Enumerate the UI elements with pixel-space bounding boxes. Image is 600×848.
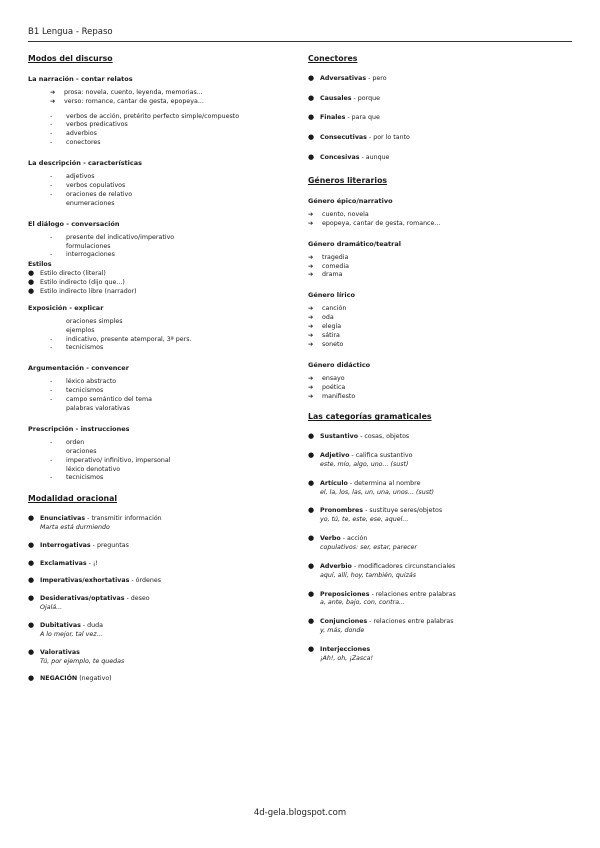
bullet-icon: ● <box>28 558 35 567</box>
list-item: ● Dubitativas - duda A lo mejor, tal vez... <box>28 621 104 638</box>
dash-icon: - <box>50 474 53 482</box>
list-item: - adverbios <box>50 130 97 138</box>
list-item: - imperativo/ infinitivo, impersonal <box>50 456 171 464</box>
dash-icon: - <box>50 130 53 138</box>
argumentacion-heading: Argumentación - convencer <box>28 364 129 373</box>
bullet-icon: ● <box>28 269 35 278</box>
dash-icon: - <box>50 139 53 147</box>
exposicion-heading: Exposición - explicar <box>28 303 104 312</box>
lirico-section <box>308 291 570 348</box>
arrow-icon: ➔ <box>308 253 314 261</box>
list-item: ● Enunciativas - transmitir información Marta está durmiendo <box>28 514 162 531</box>
bullet-icon: ● <box>28 540 35 549</box>
list-item: ➔ sátira <box>308 332 340 340</box>
dash-icon: - <box>50 173 53 181</box>
dash-icon: - <box>50 251 53 259</box>
list-item: ➔ comedia <box>308 262 349 270</box>
list-item: - verbos copulativos <box>50 182 126 189</box>
conectores-title: Conectores <box>308 54 358 63</box>
didactico-section <box>308 361 570 401</box>
arrow-icon: ➔ <box>308 332 314 340</box>
list-item: oraciones <box>66 447 97 455</box>
bullet-icon: ● <box>308 589 315 598</box>
dash-icon: - <box>50 378 53 386</box>
list-item: ejemplos <box>66 326 95 334</box>
list-item: - interrogaciones <box>50 251 115 259</box>
arrow-icon: ➔ <box>308 219 314 227</box>
bullet-icon: ● <box>28 576 35 585</box>
dash-icon: - <box>50 112 53 120</box>
list-item: formulaciones <box>66 242 111 250</box>
bullet-icon: ● <box>308 133 315 142</box>
list-item: ● Interrogativas - preguntas <box>28 540 129 549</box>
bullet-icon: ● <box>308 93 315 102</box>
arrow-icon: ➔ <box>308 271 314 279</box>
list-item: - verbos de acción, pretérito perfecto simple/compuesto <box>50 112 240 120</box>
list-item: ➔ poética <box>308 383 346 391</box>
list-item: ● Preposiciones - relaciones entre palabras a, ante, bajo, con, contra... <box>308 589 456 607</box>
list-item: ➔ soneto <box>308 340 344 348</box>
dramatico-section <box>308 240 570 280</box>
dash-icon: - <box>50 456 53 464</box>
list-item: ● Consecutivas - por lo tanto <box>308 133 410 142</box>
argumentacion-section <box>28 364 290 413</box>
dash-icon: - <box>50 396 53 404</box>
bullet-icon: ● <box>308 534 315 543</box>
footer <box>0 808 600 819</box>
arrow-icon: ➔ <box>50 97 56 105</box>
bullet-icon: ● <box>28 647 35 656</box>
list-item: ● Estilo indirecto libre (narrador) <box>28 286 137 295</box>
list-item: ● Artículo - determina al nombre el, la, los, las, un, una, unos... (sust) <box>308 478 434 496</box>
list-item: ● Finales - para que <box>308 113 380 122</box>
categorias-list <box>308 433 570 663</box>
list-item: - presente del indicativo/imperativo <box>50 233 175 241</box>
narracion-heading: La narración - contar relatos <box>28 74 133 83</box>
arrow-icon: ➔ <box>308 262 314 270</box>
epico-section <box>308 197 570 228</box>
right-column <box>308 54 570 674</box>
dash-icon: - <box>50 121 53 129</box>
list-item: - orden <box>50 438 85 446</box>
generos-title: Géneros literarios <box>308 176 388 186</box>
list-item: ● Desiderativas/optativas - deseo Ojalá... <box>28 594 150 612</box>
arrow-icon: ➔ <box>308 323 314 331</box>
footer-link[interactable]: 4d-gela.blogspot.com <box>253 808 347 818</box>
bullet-icon: ● <box>28 514 35 522</box>
modalidad-list <box>28 515 290 683</box>
list-item: ● Concesivas - aunque <box>308 153 390 162</box>
descripcion-heading: La descripción - características <box>28 159 143 168</box>
list-item: ● Conjunciones - relaciones entre palabras y, más, donde <box>308 617 454 635</box>
left-column <box>28 54 290 693</box>
arrow-icon: ➔ <box>308 340 314 348</box>
list-item: ● Imperativas/exhortativas - órdenes <box>28 576 162 585</box>
list-item: ➔ ensayo <box>308 374 345 382</box>
list-item: - conectores <box>50 139 101 147</box>
bullet-icon: ● <box>308 432 315 441</box>
list-item: ● Verbo - acción copulativos: ser, estar, parecer <box>308 534 418 552</box>
bullet-icon: ● <box>308 113 315 122</box>
arrow-icon: ➔ <box>308 374 314 382</box>
dramatico-heading: Género dramático/teatral <box>308 239 401 248</box>
list-item: ● Causales - porque <box>308 93 380 102</box>
list-item: ➔ elegía <box>308 323 342 331</box>
list-item: ● Adversativas - pero <box>308 73 387 82</box>
list-item: ● Interjecciones ¡Ah!, oh, ¡Zasca! <box>308 645 374 662</box>
dash-icon: - <box>50 344 53 352</box>
dash-icon: - <box>50 190 53 198</box>
list-item: ● Adjetivo - califica sustantivo este, mío, algo, uno... (sust) <box>308 451 413 468</box>
list-item: - adjetivos <box>50 173 95 181</box>
bullet-icon: ● <box>308 478 315 487</box>
page-header <box>28 27 572 42</box>
dash-icon: - <box>50 182 53 189</box>
conectores-list <box>308 75 570 162</box>
bullet-icon: ● <box>308 645 315 654</box>
modalidad-title: Modalidad oracional <box>28 494 118 504</box>
modos-title: Modos del discurso <box>28 54 113 63</box>
list-item: ➔ canción <box>308 305 347 313</box>
arrow-icon: ➔ <box>308 383 314 391</box>
bullet-icon: ● <box>308 506 315 515</box>
list-item: ● Estilo directo (literal) <box>28 269 106 278</box>
bullet-icon: ● <box>308 561 315 570</box>
lirico-heading: Género lírico <box>308 291 355 300</box>
bullet-icon: ● <box>308 73 315 82</box>
categorias-title: Las categorías gramaticales <box>308 412 432 422</box>
dialogo-section <box>28 220 290 296</box>
list-item: - indicativo, presente atemporal, 3ª pers. <box>50 335 192 343</box>
list-item: ● Pronombres - sustituye seres/objetos yo, tú, te, este, ese, aquel... <box>308 506 443 524</box>
list-item: - verbos predicativos <box>50 121 128 129</box>
bullet-icon: ● <box>28 278 35 286</box>
dash-icon: - <box>50 438 53 446</box>
estilos-label: Estilos <box>28 261 52 269</box>
list-item: ➔ verso: romance, cantar de gesta, epopeya... <box>50 97 204 105</box>
list-item: oraciones simples <box>66 317 123 325</box>
list-item: palabras valorativas <box>66 404 130 412</box>
arrow-icon: ➔ <box>308 210 314 218</box>
list-item: - campo semántico del tema <box>50 396 152 404</box>
bullet-icon: ● <box>28 286 35 295</box>
list-item: ➔ manifiesto <box>308 392 356 400</box>
list-item: - tecnicismos <box>50 344 104 352</box>
bullet-icon: ● <box>28 621 35 630</box>
bullet-icon: ● <box>308 153 315 162</box>
bullet-icon: ● <box>308 617 315 626</box>
list-item: ● Valorativas Tú, por ejemplo, te quedas <box>28 647 125 665</box>
didactico-heading: Género didáctico <box>308 360 371 369</box>
list-item: - léxico abstracto <box>50 378 117 386</box>
list-item: ● Sustantivo - cosas, objetos <box>308 432 410 441</box>
dialogo-heading: El diálogo - conversación <box>28 219 120 228</box>
list-item: - tecnicismos <box>50 474 104 482</box>
prescripcion-section <box>28 425 290 482</box>
list-item: ➔ drama <box>308 271 343 279</box>
descripcion-section <box>28 159 290 208</box>
bullet-icon: ● <box>308 451 315 460</box>
list-item: ● Adverbio - modificadores circunstanciales aquí, allí, hoy, también, quizás <box>308 561 456 579</box>
list-item: ● Estilo indirecto (dijo que...) <box>28 278 125 286</box>
bullet-icon: ● <box>28 594 35 603</box>
list-item: ➔ cuento, novela <box>308 210 369 218</box>
list-item: léxico denotativo <box>66 465 121 473</box>
arrow-icon: ➔ <box>308 392 314 400</box>
list-item: ● Exclamativas - ¡! <box>28 558 98 567</box>
list-item: ➔ tragedia <box>308 253 349 261</box>
list-item: ➔ oda <box>308 314 334 322</box>
arrow-icon: ➔ <box>308 314 314 322</box>
arrow-icon: ➔ <box>308 305 314 313</box>
dash-icon: - <box>50 233 53 241</box>
exposicion-section <box>28 304 290 353</box>
narracion-section <box>28 75 290 147</box>
list-item: ➔ prosa: novela, cuento, leyenda, memorias... <box>50 88 203 96</box>
page-title: B1 Lengua - Repaso <box>28 27 113 37</box>
bullet-icon: ● <box>28 674 35 683</box>
dash-icon: - <box>50 387 53 395</box>
dash-icon: - <box>50 335 53 343</box>
prescripcion-heading: Prescripción - instrucciones <box>28 424 130 433</box>
list-item: ● NEGACIÓN (negativo) <box>28 674 112 683</box>
list-item: ➔ epopeya, cantar de gesta, romance... <box>308 219 441 227</box>
list-item: - tecnicismos <box>50 387 104 395</box>
list-item: - oraciones de relativo <box>50 190 133 198</box>
arrow-icon: ➔ <box>50 88 56 96</box>
epico-heading: Género épico/narrativo <box>308 196 393 205</box>
list-item: enumeraciones <box>66 199 115 207</box>
